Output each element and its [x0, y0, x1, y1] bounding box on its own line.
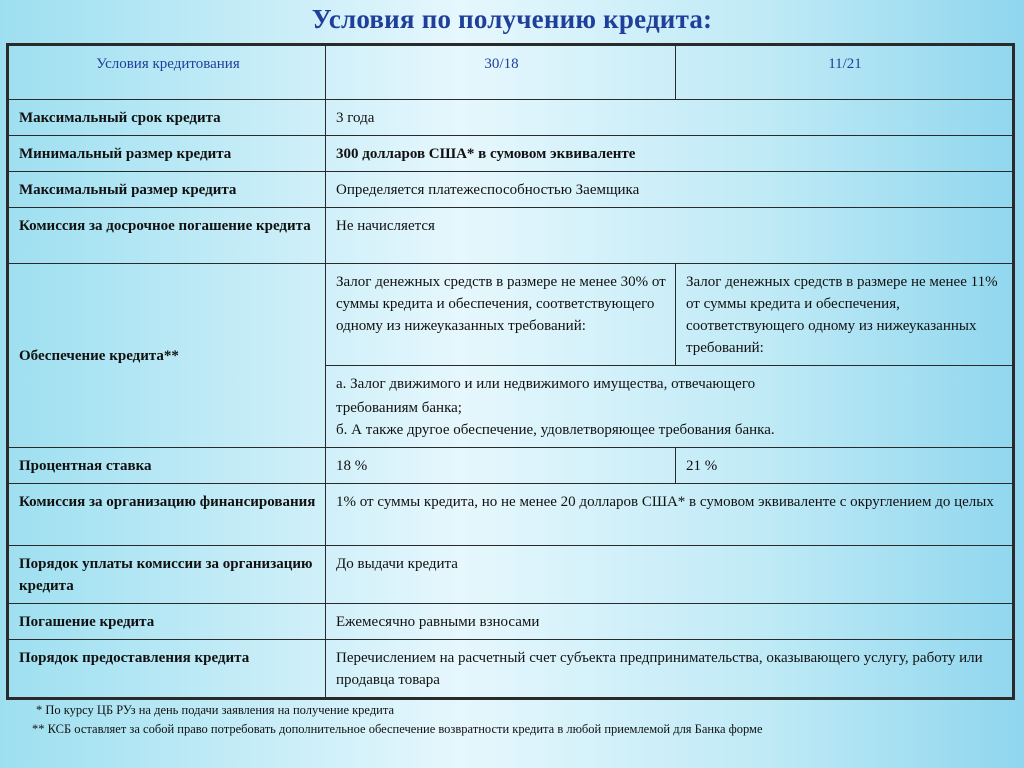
header-col-11-21: 11/21	[676, 45, 1014, 100]
page-title: Условия по получению кредита:	[311, 4, 713, 34]
credit-conditions-table	[6, 43, 1015, 700]
table-row	[8, 448, 1014, 484]
rate-col-11-21: 21 %	[676, 448, 1014, 484]
table-row	[8, 604, 1014, 640]
row-label-org-fee: Комиссия за организацию финансирования	[8, 484, 326, 546]
row-value-disbursement: Перечислением на расчетный счет субъекта предпринимательства, оказывающего услугу, работу или продавца товара	[326, 640, 1014, 699]
row-value-repayment: Ежемесячно равными взносами	[326, 604, 1014, 640]
row-label-disbursement: Порядок предоставления кредита	[8, 640, 326, 699]
collateral-col-30-18: Залог денежных средств в размере не менее 30% от суммы кредита и обеспечения, соответствующего одному из нижеуказанных требований:	[326, 264, 676, 366]
table-row	[8, 484, 1014, 546]
row-value-max-amount: Определяется платежеспособностью Заемщика	[326, 172, 1014, 208]
row-value-org-fee: 1% от суммы кредита, но не менее 20 долларов США* в сумовом эквиваленте с округлением до целых	[326, 484, 1014, 546]
row-label-min-amount: Минимальный размер кредита	[8, 136, 326, 172]
row-value-org-fee-order: До выдачи кредита	[326, 546, 1014, 604]
table-row	[8, 640, 1014, 699]
row-label-early-fee: Комиссия за досрочное погашение кредита	[8, 208, 326, 264]
row-value-min-amount: 300 долларов США* в сумовом эквиваленте	[326, 136, 1014, 172]
collateral-option-b: б. А также другое обеспечение, удовлетворяющее требования банка.	[336, 422, 775, 438]
collateral-col-11-21: Залог денежных средств в размере не менее 11% от суммы кредита и обеспечения, соответствующего одному из нижеуказанных требований:	[676, 264, 1014, 366]
footnote-collateral-right: ** КСБ оставляет за собой право потребовать дополнительное обеспечение возвратности кредита в любой приемлемой для Банка форме	[32, 722, 763, 736]
header-conditions: Условия кредитования	[8, 45, 326, 100]
row-label-org-fee-order: Порядок уплаты комиссии за организацию кредита	[8, 546, 326, 604]
table-row	[8, 546, 1014, 604]
row-label-repayment: Погашение кредита	[8, 604, 326, 640]
row-label-max-term: Максимальный срок кредита	[8, 100, 326, 136]
footnote-exchange-rate: * По курсу ЦБ РУз на день подачи заявления на получение кредита	[36, 703, 395, 717]
collateral-option-a-line2: требованиям банка;	[336, 400, 462, 416]
rate-col-30-18: 18 %	[326, 448, 676, 484]
table-row	[8, 172, 1014, 208]
table-header-row	[8, 45, 1014, 100]
table-row	[8, 136, 1014, 172]
row-value-max-term: 3 года	[326, 100, 1014, 136]
row-value-early-fee: Не начисляется	[326, 208, 1014, 264]
table-row	[8, 208, 1014, 264]
row-label-rate: Процентная ставка	[8, 448, 326, 484]
header-col-30-18: 30/18	[326, 45, 676, 100]
table-row	[8, 264, 1014, 366]
table-row	[8, 100, 1014, 136]
row-label-collateral: Обеспечение кредита**	[8, 264, 326, 448]
collateral-options	[326, 366, 1014, 448]
row-label-max-amount: Максимальный размер кредита	[8, 172, 326, 208]
collateral-option-a-line1: а. Залог движимого и или недвижимого имущества, отвечающего	[336, 376, 756, 392]
